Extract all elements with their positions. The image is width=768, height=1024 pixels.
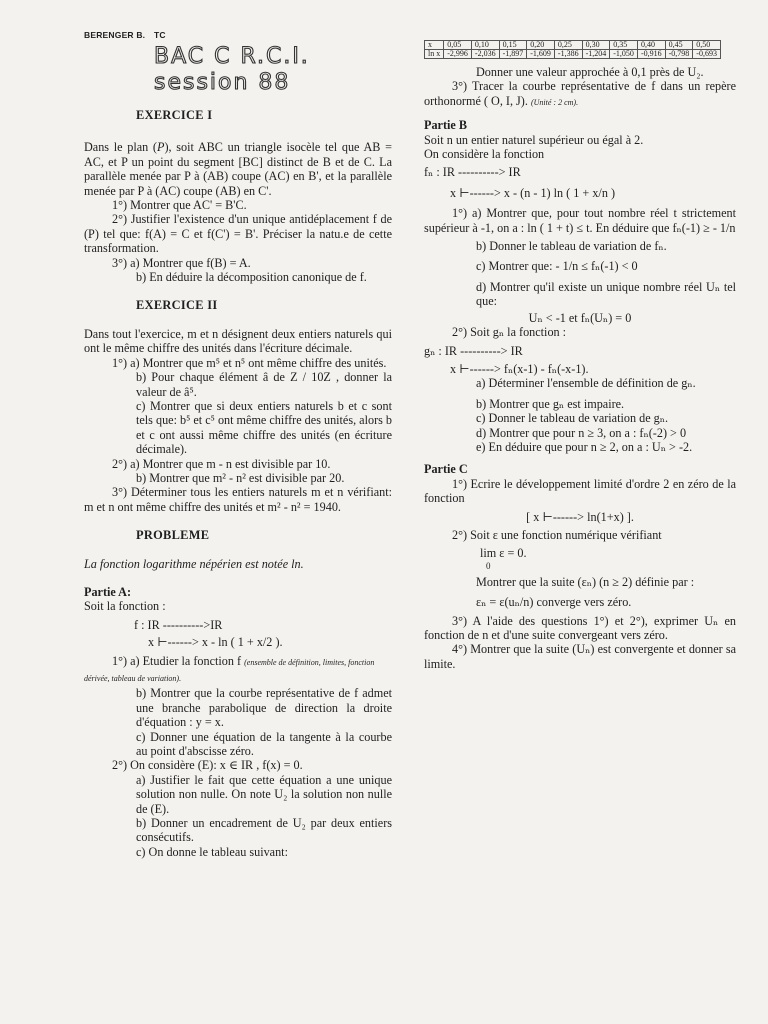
table-cell: -0,798 [665, 50, 693, 59]
table-cell: 0,30 [582, 41, 610, 50]
probleme-title: PROBLEME [136, 528, 210, 543]
partB-q2c: c) Donner le tableau de variation de gₙ. [476, 411, 669, 426]
partB-title: Partie B [424, 118, 467, 133]
partB-gn-domain: gₙ : IR ----------> IR [424, 343, 523, 358]
exam-title: BAC C R.C.I. [154, 44, 310, 69]
partB-q1c: c) Montrer que: - 1/n ≤ fₙ(-1) < 0 [476, 259, 638, 274]
table-cell: -2,036 [471, 50, 499, 59]
probleme-note: La fonction logarithme népérien est notée ln. [84, 556, 304, 571]
partB-gn-rule: x ⊢------> fₙ(x-1) - fₙ(-x-1). [450, 361, 589, 376]
table-cell: -1,204 [582, 50, 610, 59]
partA-f-rule: x ⊢------> x - ln ( 1 + x/2 ). [148, 635, 283, 650]
partA-q3: 3°) Tracer la courbe représentative de f dans un repère orthonormé ( O, I, J). (Unité : 2 cm). [424, 79, 736, 108]
table-row [425, 50, 721, 59]
exercise2-intro: Dans tout l'exercice, m et n désignent deux entiers naturels qui ont le même chiffre des unités dans l'écriture décimale. [84, 326, 392, 356]
partB-intro1: Soit n un entier naturel supérieur ou égal à 2. [424, 132, 644, 147]
exercise1-q3b: b) En déduire la décomposition canonique de f. [136, 270, 367, 285]
exercise2-q1b: b) Pour chaque élément â de Z / 10Z , donner la valeur de â⁵. [136, 370, 392, 399]
partB-fn-domain: fₙ : IR ----------> IR [424, 165, 521, 180]
table-cell: -1,050 [610, 50, 638, 59]
partC-q2-limit-point: 0 [486, 560, 491, 571]
partC-q2c: εₙ = ε(uₙ/n) converge vers zéro. [476, 595, 632, 610]
partA-title: Partie A: [84, 584, 132, 599]
table-cell: 0,05 [444, 41, 472, 50]
partC-q4: 4°) Montrer que la suite (Uₙ) est convergente et donner sa limite. [424, 642, 736, 671]
partB-intro2: On considère la fonction [424, 147, 545, 162]
partB-q1d-eq: Uₙ < -1 et fₙ(Uₙ) = 0 [528, 310, 632, 325]
partA-q2: 2°) On considère (E): x ∈ IR , f(x) = 0. [112, 758, 303, 773]
exercise1-title: EXERCICE I [136, 108, 213, 122]
partB-q2e: e) En déduire que pour n ≥ 2, on a : Uₙ > -2. [476, 439, 693, 454]
partA-q2c: c) On donne le tableau suivant: [136, 844, 288, 859]
exercise1-q1: 1°) Montrer que AC' = B'C. [112, 198, 247, 213]
partC-q1: 1°) Ecrire le développement limité d'ordre 2 en zéro de la fonction [424, 476, 736, 506]
exercise2-q1a: 1°) a) Montrer que m⁵ et n⁵ ont même chiffre des unités. [112, 355, 387, 370]
table-cell: 0,20 [527, 41, 555, 50]
table-cell: 0,10 [471, 41, 499, 50]
table-cell: 0,15 [499, 41, 527, 50]
partA-q2a: a) Justifier le fait que cette équation a une unique solution non nulle. On note U₂ la solution non nulle de (E). [136, 772, 392, 816]
partB-q2: 2°) Soit gₙ la fonction : [452, 325, 567, 340]
exercise2-q2b: b) Montrer que m² - n² est divisible par 20. [136, 470, 345, 485]
partA-intro: Soit la fonction : [84, 599, 166, 614]
exercise2-q2a: 2°) a) Montrer que m - n est divisible par 10. [112, 456, 331, 471]
partB-q2a: a) Déterminer l'ensemble de définition de gₙ. [476, 376, 696, 391]
table-cell: -1,386 [554, 50, 582, 59]
partB-q2b: b) Montrer que gₙ est impaire. [476, 396, 625, 411]
partA-q2b: b) Donner un encadrement de U₂ par deux entiers consécutifs. [136, 816, 392, 845]
table-cell: ln x [425, 50, 444, 59]
table-cell: 0,40 [637, 41, 665, 50]
table-cell: 0,25 [554, 41, 582, 50]
partC-title: Partie C [424, 462, 468, 477]
partC-q3: 3°) A l'aide des questions 1°) et 2°), exprimer Uₙ en fonction de n et d'une suite convergeant vers zéro. [424, 613, 736, 642]
partB-fn-rule: x ⊢------> x - (n - 1) ln ( 1 + x/n ) [450, 185, 616, 200]
table-cell: -1,609 [527, 50, 555, 59]
exercise2-title: EXERCICE II [136, 298, 218, 313]
partA-q1a: 1°) a) Etudier la fonction f (ensemble de définition, limites, fonction dérivée, tableau de variation). [84, 653, 375, 683]
partB-q1b: b) Donner le tableau de variation de fₙ. [476, 239, 667, 254]
exam-session: session 88 [154, 70, 291, 95]
table-cell: -0,916 [637, 50, 665, 59]
table-cell: 0,35 [610, 41, 638, 50]
table-cell: -1,897 [499, 50, 527, 59]
partC-q2b: Montrer que la suite (εₙ) (n ≥ 2) définie par : [476, 574, 695, 589]
table-cell: 0,50 [693, 41, 721, 50]
author-name: BERENGER B. [84, 30, 146, 40]
partB-q2d: d) Montrer que pour n ≥ 3, on a : fₙ(-2) > 0 [476, 425, 687, 440]
partA-f-domain: f : IR ---------->IR [134, 617, 223, 632]
table-cell: 0,45 [665, 41, 693, 50]
partC-q1-function: [ x ⊢------> ln(1+x) ]. [526, 509, 634, 524]
exercise1-q3a: 3°) a) Montrer que f(B) = A. [112, 255, 251, 270]
partB-q1d: d) Montrer qu'il existe un unique nombre réel Uₙ tel que: [476, 279, 736, 309]
partA-q1c: c) Donner une équation de la tangente à la courbe au point d'abscisse zéro. [136, 729, 392, 759]
left-column [84, 108, 392, 859]
partC-q2-limit: lim ε = 0. [480, 546, 527, 561]
exercise2-q1c: c) Montrer que si deux entiers naturels b et c sont tels que: b⁵ et c⁵ ont même chiffre des unités, alors b et c ont aussi même chiffre des unités (en écriture décimale). [136, 398, 393, 457]
exercise1-q2: 2°) Justifier l'existence d'un unique antidéplacement f de (P) tel que: f(A) = C et f(C') = B'. Préciser la natu.e de cette transformation. [84, 212, 392, 256]
class-label: TC [154, 30, 166, 40]
right-column [424, 40, 736, 671]
ln-values-table [424, 40, 721, 59]
table-cell: x [425, 41, 444, 50]
partC-q2: 2°) Soit ε une fonction numérique vérifiant [452, 527, 662, 542]
exercise1-intro: Dans le plan (P), soit ABC un triangle isocèle tel que AB = AC, et P un point du segment [BC] distinct de B et de C. La parallèle menée par P à (AB) coupe (AC) en B', et la parallèle menée par P à (AC) coupe (AB) en C'. [84, 140, 392, 198]
exercise2-q3: 3°) Déterminer tous les entiers naturels m et n vérifiant: m et n ont même chiffre des unités et m² - n² = 1940. [84, 485, 392, 514]
table-cell: -0,693 [693, 50, 721, 59]
partB-q1a: 1°) a) Montrer que, pour tout nombre réel t strictement supérieur à -1, on a : ln ( 1 + t) ≤ t. En déduire que fₙ(-1) ≥ - 1/n [424, 206, 736, 235]
partA-q1b: b) Montrer que la courbe représentative de f admet une branche parabolique de direction la droite d'équation : y = x. [136, 686, 392, 730]
table-cell: -2,996 [444, 50, 472, 59]
partA-q2c-cont: Donner une valeur approchée à 0,1 près de U₂. [476, 65, 704, 79]
